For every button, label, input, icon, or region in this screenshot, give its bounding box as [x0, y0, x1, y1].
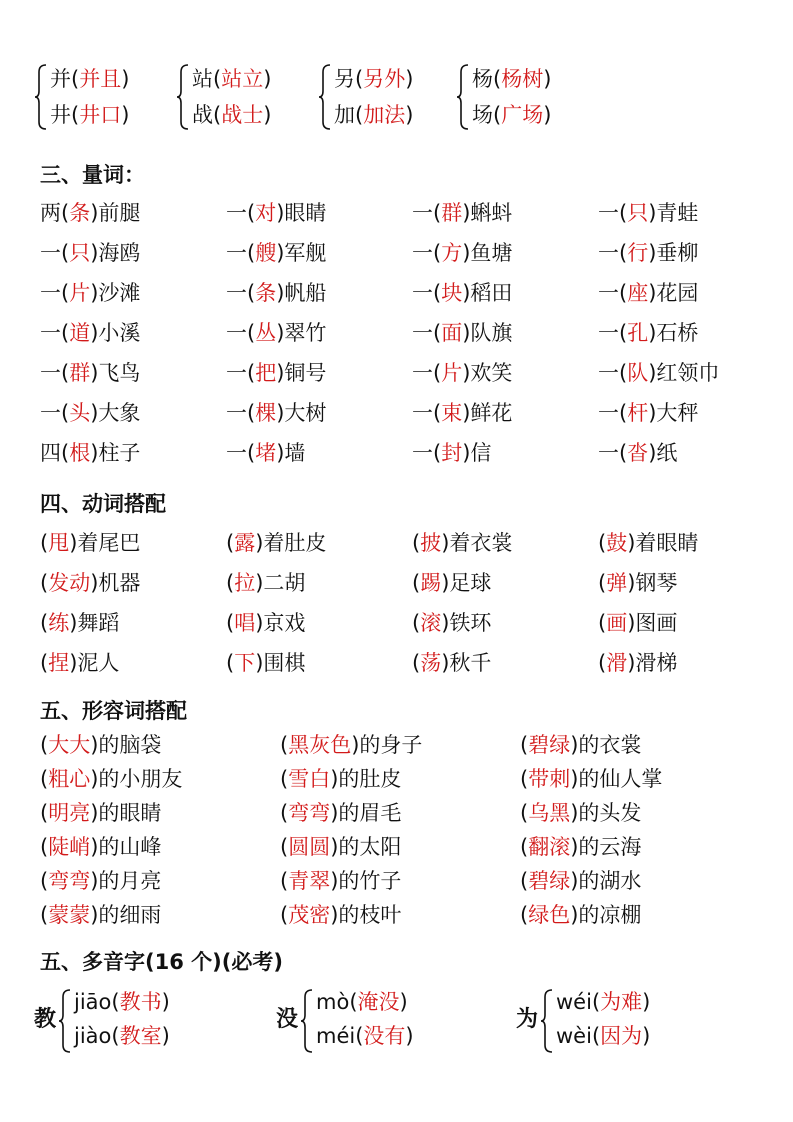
- reading-line: jiào(教室): [74, 1024, 170, 1048]
- list-item: (弯弯)的眉毛: [280, 801, 402, 825]
- word-line: 另(另外): [334, 67, 414, 91]
- list-item: (弹)钢琴: [598, 571, 678, 595]
- word-line: 战(战士): [192, 103, 272, 127]
- list-item: (捏)泥人: [40, 651, 120, 675]
- section-heading-adjectives: 五、形容词搭配: [40, 699, 187, 723]
- list-item: (拉)二胡: [226, 571, 306, 595]
- list-item: (雪白)的肚皮: [280, 767, 402, 791]
- list-item: 一(封)信: [412, 441, 492, 465]
- list-item: (披)着衣裳: [412, 531, 513, 555]
- list-item: (踢)足球: [412, 571, 492, 595]
- list-item: 一(座)花园: [598, 281, 699, 305]
- table-row: [40, 568, 780, 598]
- list-item: (明亮)的眼睛: [40, 801, 162, 825]
- brace-icon: [540, 989, 554, 1053]
- polyphone-groups: [34, 985, 754, 1065]
- table-row: [40, 832, 780, 862]
- word-line: 井(井口): [50, 103, 130, 127]
- section-heading-verbs: 四、动词搭配: [40, 492, 166, 516]
- brace-icon: [300, 989, 314, 1053]
- polyphone-char: 教: [34, 1007, 57, 1032]
- list-item: (茂密)的枝叶: [280, 903, 402, 927]
- table-row: [40, 198, 780, 228]
- section-heading-measure-words: 三、量词：: [40, 163, 145, 187]
- list-item: 一(队)红领巾: [598, 361, 720, 385]
- list-item: (碧绿)的湖水: [520, 869, 642, 893]
- brace-icon: [456, 64, 470, 130]
- table-row: [40, 438, 780, 468]
- list-item: 一(群)飞鸟: [40, 361, 141, 385]
- list-item: (荡)秋千: [412, 651, 492, 675]
- list-item: (露)着肚皮: [226, 531, 327, 555]
- list-item: 一(片)欢笑: [412, 361, 513, 385]
- list-item: (乌黑)的头发: [520, 801, 642, 825]
- list-item: 一(杆)大秤: [598, 401, 699, 425]
- word-line: 站(站立): [192, 67, 272, 91]
- word-line: 加(加法): [334, 103, 414, 127]
- brace-icon: [58, 989, 72, 1053]
- reading-line: wéi(为难): [556, 990, 651, 1014]
- list-item: (大大)的脑袋: [40, 733, 162, 757]
- word-line: 杨(杨树): [472, 67, 552, 91]
- section-heading-polyphones: 五、多音字(16 个)(必考): [40, 950, 283, 974]
- list-item: (黑灰色)的身子: [280, 733, 423, 757]
- list-item: 一(沓)纸: [598, 441, 678, 465]
- list-item: 一(丛)翠竹: [226, 321, 327, 345]
- brace-icon: [318, 64, 332, 130]
- list-item: (甩)着尾巴: [40, 531, 141, 555]
- word-line: 并(并且): [50, 67, 130, 91]
- list-item: 两(条)前腿: [40, 201, 141, 225]
- list-item: 一(艘)军舰: [226, 241, 327, 265]
- list-item: 一(面)队旗: [412, 321, 513, 345]
- list-item: 一(道)小溪: [40, 321, 141, 345]
- list-item: (碧绿)的衣裳: [520, 733, 642, 757]
- reading-line: jiāo(教书): [74, 990, 170, 1014]
- table-row: [40, 238, 780, 268]
- list-item: (发动)机器: [40, 571, 141, 595]
- list-item: 一(堵)墙: [226, 441, 306, 465]
- word-line: 场(广场): [472, 103, 552, 127]
- list-item: (弯弯)的月亮: [40, 869, 162, 893]
- list-item: 一(把)铜号: [226, 361, 327, 385]
- list-item: (滑)滑梯: [598, 651, 678, 675]
- list-item: (唱)京戏: [226, 611, 306, 635]
- list-item: 一(行)垂柳: [598, 241, 699, 265]
- polyphone-char: 为: [516, 1007, 539, 1032]
- list-item: 一(孔)石桥: [598, 321, 699, 345]
- list-item: 一(条)帆船: [226, 281, 327, 305]
- list-item: (鼓)着眼睛: [598, 531, 699, 555]
- list-item: 一(群)蝌蚪: [412, 201, 513, 225]
- brace-icon: [34, 64, 48, 130]
- table-row: [40, 900, 780, 930]
- table-row: [40, 278, 780, 308]
- table-row: [40, 798, 780, 828]
- list-item: (练)舞蹈: [40, 611, 120, 635]
- list-item: (圆圆)的太阳: [280, 835, 402, 859]
- list-item: 一(方)鱼塘: [412, 241, 513, 265]
- list-item: 四(根)柱子: [40, 441, 141, 465]
- list-item: 一(棵)大树: [226, 401, 327, 425]
- list-item: 一(只)海鸥: [40, 241, 141, 265]
- reading-line: méi(没有): [316, 1024, 414, 1048]
- list-item: (画)图画: [598, 611, 678, 635]
- list-item: (滚)铁环: [412, 611, 492, 635]
- list-item: (粗心)的小朋友: [40, 767, 183, 791]
- list-item: (翻滚)的云海: [520, 835, 642, 859]
- list-item: (绿色)的凉棚: [520, 903, 642, 927]
- reading-line: mò(淹没): [316, 990, 408, 1014]
- polyphone-char: 没: [276, 1007, 299, 1032]
- list-item: (带刺)的仙人掌: [520, 767, 663, 791]
- list-item: (下)围棋: [226, 651, 306, 675]
- list-item: 一(只)青蛙: [598, 201, 699, 225]
- table-row: [40, 866, 780, 896]
- list-item: (蒙蒙)的细雨: [40, 903, 162, 927]
- table-row: [40, 358, 780, 388]
- table-row: [40, 608, 780, 638]
- list-item: 一(头)大象: [40, 401, 141, 425]
- table-row: [40, 398, 780, 428]
- table-row: [40, 318, 780, 348]
- brace-icon: [176, 64, 190, 130]
- list-item: (青翠)的竹子: [280, 869, 402, 893]
- reading-line: wèi(因为): [556, 1024, 651, 1048]
- table-row: [40, 528, 780, 558]
- list-item: 一(对)眼睛: [226, 201, 327, 225]
- list-item: 一(片)沙滩: [40, 281, 141, 305]
- table-row: [40, 764, 780, 794]
- list-item: 一(束)鲜花: [412, 401, 513, 425]
- list-item: (陡峭)的山峰: [40, 835, 162, 859]
- list-item: 一(块)稻田: [412, 281, 513, 305]
- table-row: [40, 730, 780, 760]
- table-row: [40, 648, 780, 678]
